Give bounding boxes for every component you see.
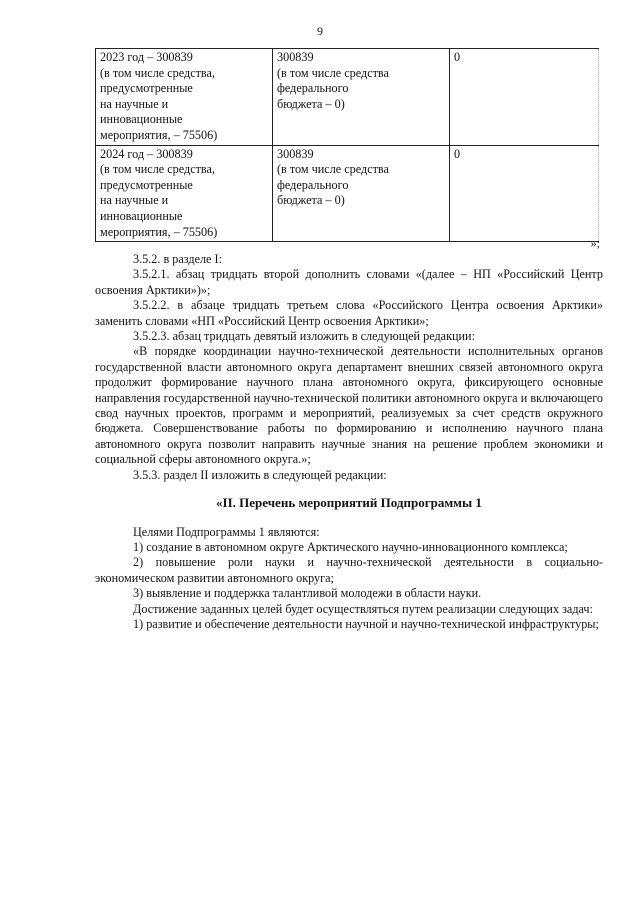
section-heading: «II. Перечень мероприятий Подпрограммы 1 bbox=[216, 495, 482, 511]
table-cell bbox=[273, 145, 450, 242]
cell-line: 2023 год – 300839 bbox=[100, 50, 193, 64]
paragraph: 3.5.2. в разделе I: bbox=[133, 252, 222, 266]
cell-line: на научные и bbox=[100, 193, 169, 208]
cell-line: на научные и bbox=[100, 96, 169, 111]
paragraph: 3.5.2.3. абзац тридцать девятый изложить в следующей редакции: bbox=[133, 329, 475, 344]
cell-line: инновационные bbox=[100, 112, 183, 127]
table-cell bbox=[96, 49, 273, 146]
cell-line: предусмотренные bbox=[100, 177, 193, 192]
paragraph: 1) развитие и обеспечение деятельности научной и научно-технической инфраструктуры; bbox=[133, 616, 599, 631]
document-body bbox=[95, 252, 603, 632]
paragraph: 2) повышение роли науки и научно-технической деятельности в социально-экономическом развитии автономного округа; bbox=[95, 555, 603, 585]
table-row bbox=[96, 145, 599, 242]
cell-line: 300839 bbox=[277, 146, 314, 161]
paragraph: 3.5.2.1. абзац тридцать второй дополнить словами «(далее – НП «Российский Центр освоения Арктики»)»; bbox=[95, 267, 603, 297]
cell-line: федерального bbox=[277, 81, 349, 96]
cell-line: мероприятия, – 75506) bbox=[100, 127, 218, 142]
cell-line: предусмотренные bbox=[100, 81, 193, 96]
table-cell: 0 bbox=[450, 145, 599, 242]
cell-line: (в том числе средства, bbox=[100, 65, 215, 80]
paragraph: Достижение заданных целей будет осуществляться путем реализации следующих задач: bbox=[133, 601, 593, 616]
paragraph: «В порядке координации научно-технической деятельности исполнительных органов государственной власти автономного округа департамент внешних связей автономного округа продолжит формирование научного плана автономного округа, фиксирующего основные направления государственной научно-технической политики автономного округа и включающего свод научных проектов, программ и мероприятий, реализуемых за счет средств окружного бюджета. Совершенствование работы по формированию и исполнению научного плана автономного округа позволит направить научные знания на решение проблем экономики и социальной сферы автономного округа.»; bbox=[95, 344, 603, 467]
paragraph: 3) выявление и поддержка талантливой молодежи в области науки. bbox=[133, 586, 482, 601]
table-cell bbox=[273, 49, 450, 146]
table-cell bbox=[96, 145, 273, 242]
paragraph: 3.5.2.2. в абзаце тридцать третьем слова «Российского Центра освоения Арктики» заменить словами «НП «Российский Центр освоения Арктики»; bbox=[95, 298, 603, 328]
cell-line: 2024 год – 300839 bbox=[100, 146, 193, 161]
funding-table bbox=[95, 48, 599, 242]
cell-line: бюджета – 0) bbox=[277, 96, 345, 111]
table-cell: 0 bbox=[450, 49, 599, 146]
table-row bbox=[96, 49, 599, 146]
cell-line: (в том числе средства bbox=[277, 65, 389, 80]
page-number: 9 bbox=[317, 24, 323, 38]
cell-line: бюджета – 0) bbox=[277, 193, 345, 208]
table-closing-quote: »; bbox=[590, 236, 600, 250]
paragraph: 3.5.3. раздел II изложить в следующей редакции: bbox=[133, 467, 387, 482]
paragraph: Целями Подпрограммы 1 являются: bbox=[133, 524, 320, 539]
cell-line: мероприятия, – 75506) bbox=[100, 224, 218, 239]
cell-line: 300839 bbox=[277, 50, 314, 64]
cell-line: (в том числе средства bbox=[277, 162, 389, 177]
cell-line: (в том числе средства, bbox=[100, 162, 215, 177]
paragraph: 1) создание в автономном округе Арктического научно-инновационного комплекса; bbox=[133, 539, 568, 554]
cell-line: инновационные bbox=[100, 208, 183, 223]
cell-line: федерального bbox=[277, 177, 349, 192]
